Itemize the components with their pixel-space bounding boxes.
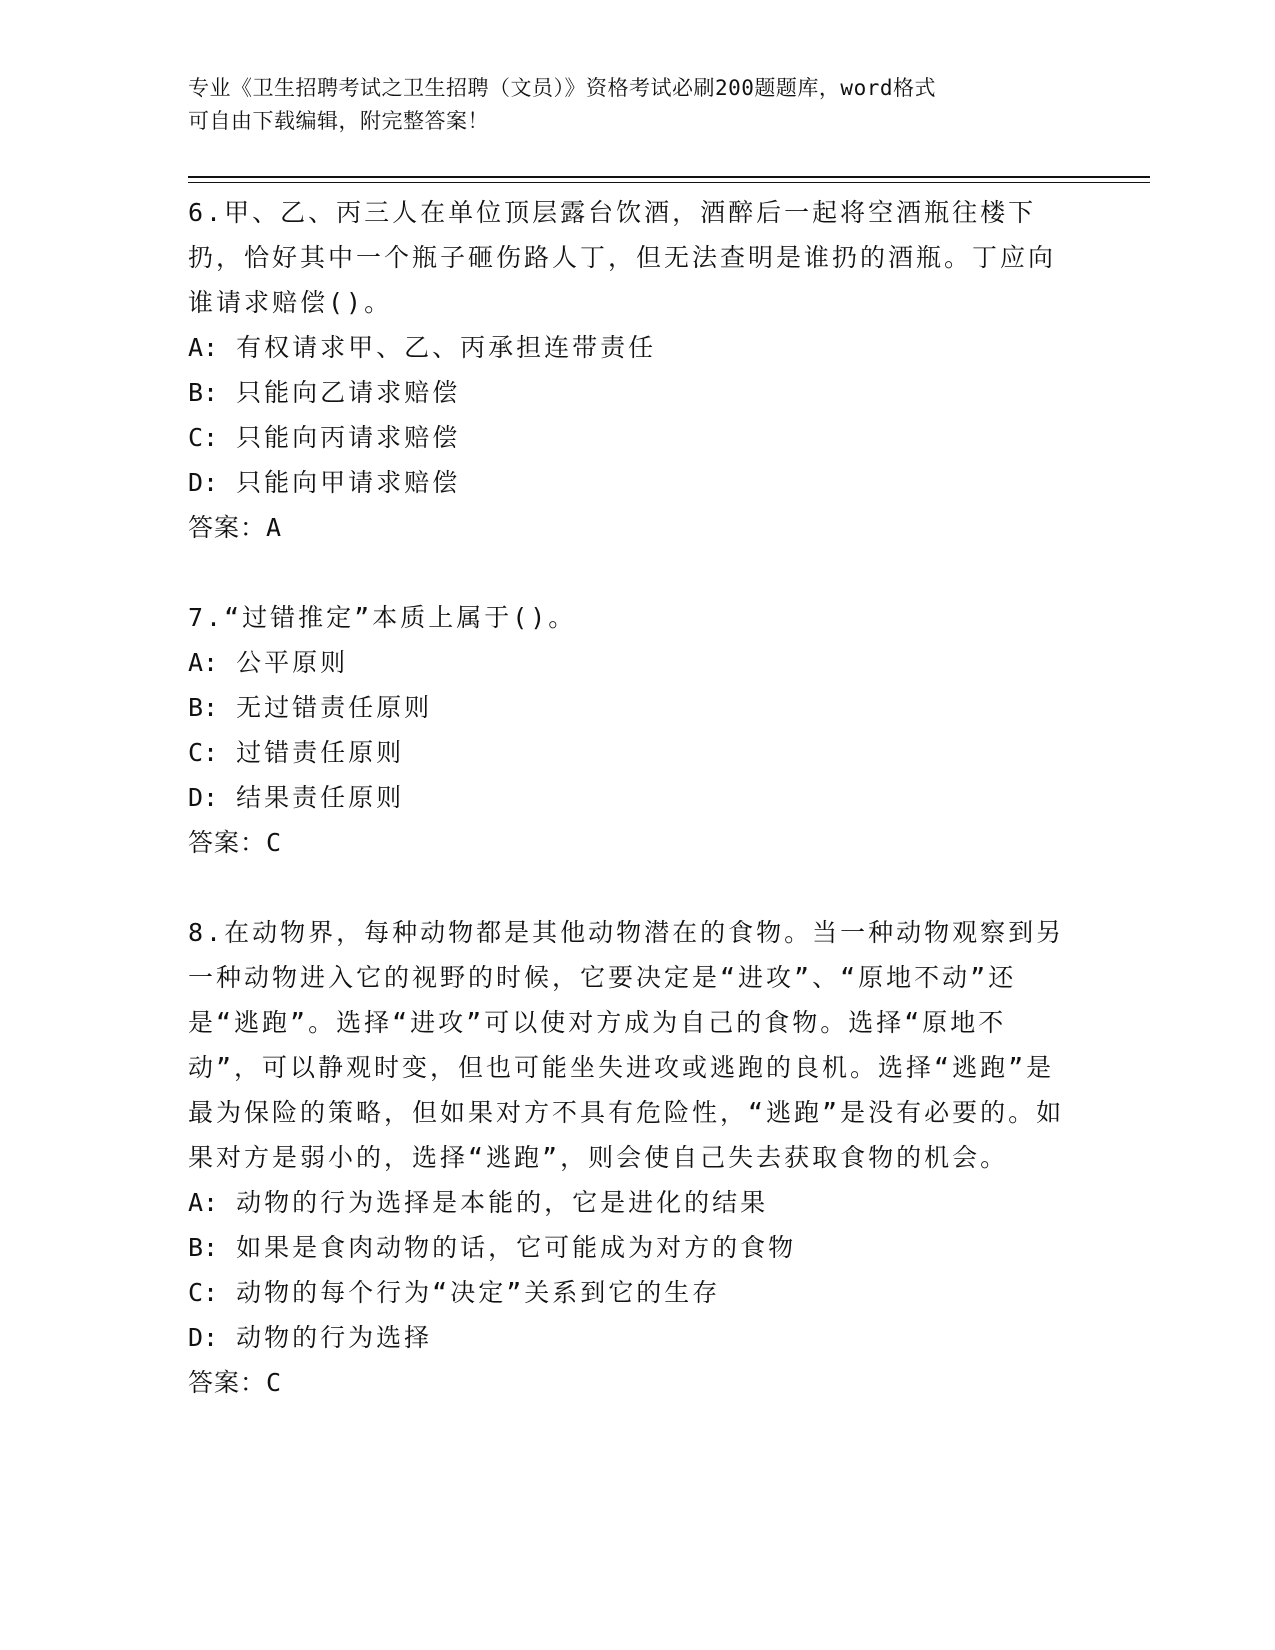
header-divider-thin xyxy=(188,182,1150,183)
option-text: 动物的行为选择是本能的，它是进化的结果 xyxy=(236,1188,769,1217)
option-key: C: xyxy=(188,1278,219,1307)
question-8 xyxy=(188,910,1068,1405)
answer-label: 答案： xyxy=(188,1368,267,1397)
option-d xyxy=(188,1315,1068,1360)
question-6 xyxy=(188,190,1068,550)
answer-line xyxy=(188,505,1068,550)
option-d xyxy=(188,775,1068,820)
answer-label: 答案： xyxy=(188,513,267,542)
header-divider-thick xyxy=(188,176,1150,178)
option-c xyxy=(188,1270,1068,1315)
option-c xyxy=(188,730,1068,775)
option-a xyxy=(188,640,1068,685)
option-b xyxy=(188,1225,1068,1270)
answer-value: C xyxy=(266,828,283,857)
option-key: B: xyxy=(188,693,219,722)
question-stem: 8.在动物界，每种动物都是其他动物潜在的食物。当一种动物观察到另一种动物进入它的视野的时候，它要决定是“进攻”、“原地不动”还是“逃跑”。选择“进攻”可以使对方成为自己的食物。选择“原地不动”，可以静观时变，但也可能坐失进攻或逃跑的良机。选择“逃跑”是最为保险的策略，但如果对方不具有危险性，“逃跑”是没有必要的。如果对方是弱小的，选择“逃跑”，则会使自己失去获取食物的机会。 xyxy=(188,918,1065,1172)
option-key: D: xyxy=(188,468,219,497)
option-text: 动物的行为选择 xyxy=(236,1323,433,1352)
option-key: B: xyxy=(188,378,219,407)
option-a xyxy=(188,1180,1068,1225)
option-key: B: xyxy=(188,1233,219,1262)
answer-line xyxy=(188,820,1068,865)
option-key: D: xyxy=(188,1323,219,1352)
spacer xyxy=(188,550,1068,595)
option-a xyxy=(188,325,1068,370)
header-line-2: 可自由下载编辑，附完整答案！ xyxy=(188,109,489,133)
option-text: 公平原则 xyxy=(236,648,349,677)
question-list xyxy=(188,190,1068,1405)
document-header xyxy=(188,72,1068,138)
answer-line xyxy=(188,1360,1068,1405)
option-text: 动物的每个行为“决定”关系到它的生存 xyxy=(236,1278,721,1307)
question-stem: 6.甲、乙、丙三人在单位顶层露台饮酒，酒醉后一起将空酒瓶往楼下扔，恰好其中一个瓶子砸伤路人丁，但无法查明是谁扔的酒瓶。丁应向谁请求赔偿()。 xyxy=(188,198,1057,317)
option-b xyxy=(188,685,1068,730)
option-key: A: xyxy=(188,1188,219,1217)
option-key: C: xyxy=(188,738,219,767)
option-key: C: xyxy=(188,423,219,452)
option-text: 有权请求甲、乙、丙承担连带责任 xyxy=(236,333,657,362)
option-text: 无过错责任原则 xyxy=(236,693,433,722)
answer-value: A xyxy=(266,513,283,542)
answer-value: C xyxy=(266,1368,283,1397)
option-text: 只能向甲请求赔偿 xyxy=(236,468,461,497)
option-text: 结果责任原则 xyxy=(236,783,405,812)
option-d xyxy=(188,460,1068,505)
question-stem: 7.“过错推定”本质上属于()。 xyxy=(188,603,577,632)
answer-label: 答案： xyxy=(188,828,267,857)
option-text: 只能向乙请求赔偿 xyxy=(236,378,461,407)
option-key: D: xyxy=(188,783,219,812)
option-c xyxy=(188,415,1068,460)
spacer xyxy=(188,865,1068,910)
option-text: 如果是食肉动物的话，它可能成为对方的食物 xyxy=(236,1233,797,1262)
question-7 xyxy=(188,595,1068,865)
option-key: A: xyxy=(188,333,219,362)
option-b xyxy=(188,370,1068,415)
header-line-1: 专业《卫生招聘考试之卫生招聘（文员）》资格考试必刷200题题库，word格式 xyxy=(188,76,936,100)
option-key: A: xyxy=(188,648,219,677)
option-text: 只能向丙请求赔偿 xyxy=(236,423,461,452)
option-text: 过错责任原则 xyxy=(236,738,405,767)
